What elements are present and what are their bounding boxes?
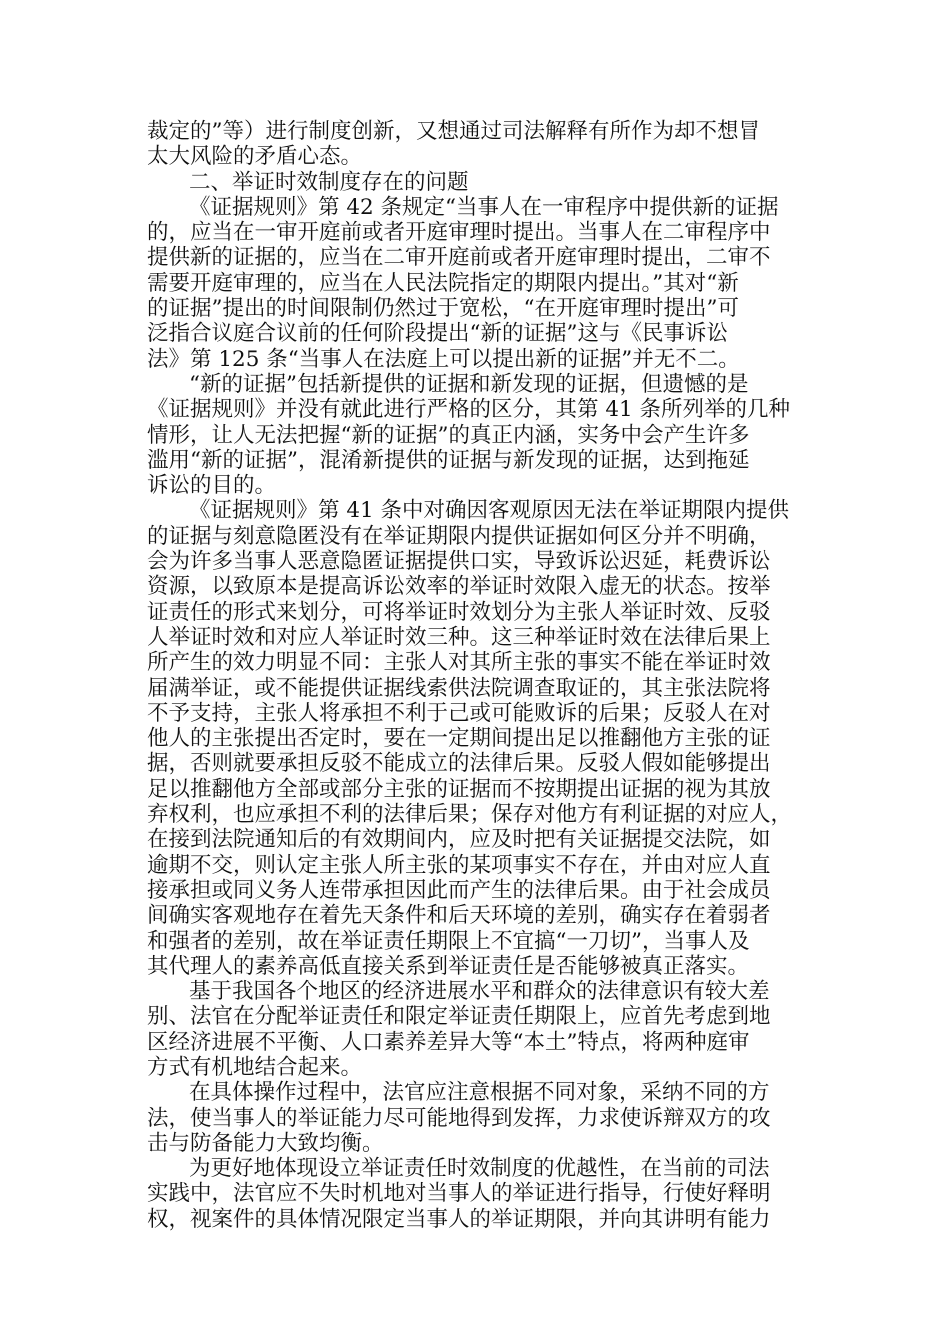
- text-line: 所产生的效力明显不同：主张人对其所主张的事实不能在举证时效: [147, 650, 771, 676]
- text-line: 在接到法院通知后的有效期间内，应及时把有关证据提交法院，如: [147, 827, 771, 853]
- text-line: 方式有机地结合起来。: [147, 1054, 363, 1080]
- text-line: 区经济进展不平衡、人口素养差异大等“本土”特点，将两种庭审: [147, 1029, 750, 1055]
- text-line: 逾期不交，则认定主张人所主张的某项事实不存在，并由对应人直: [147, 852, 771, 878]
- paragraph-article-42: [147, 195, 807, 372]
- section-heading: [147, 170, 807, 195]
- text-line: 人举证时效和对应人举证时效三种。这三种举证时效在法律后果上: [147, 624, 771, 650]
- text-line: 法》第 125 条“当事人在法庭上可以提出新的证据”并无不二。: [147, 346, 740, 372]
- text-line: 太大风险的矛盾心态。: [147, 144, 363, 170]
- text-line: 其代理人的素养高低直接关系到举证责任是否能够被真正落实。: [147, 953, 750, 979]
- text-line: 击与防备能力大致均衡。: [147, 1130, 384, 1156]
- text-line: 和强者的差别，故在举证责任期限上不宜搞“一刀切”，当事人及: [147, 928, 750, 954]
- text-line: 实践中，法官应不失时机地对当事人的举证进行指导，行使好释明: [147, 1181, 771, 1207]
- text-line: 别、法官在分配举证责任和限定举证责任期限上，应首先考虑到地: [147, 1004, 771, 1030]
- paragraph-article-41: [147, 498, 807, 979]
- text-line: 需要开庭审理的，应当在人民法院指定的期限内提出。”其对“新: [147, 270, 739, 296]
- paragraph-operation-process: [147, 1080, 807, 1156]
- text-line: 的证据”提出的时间限制仍然过于宽松，“在开庭审理时提出”可: [147, 296, 739, 322]
- text-line: 泛指合议庭合议前的任何阶段提出“新的证据”这与《民事诉讼: [147, 321, 728, 347]
- text-line: 不予支持，主张人将承担不利于己或可能败诉的后果；反驳人在对: [147, 700, 771, 726]
- text-line: 《证据规则》并没有就此进行严格的区分，其第 41 条所列举的几种: [147, 397, 791, 423]
- text-line: 会为许多当事人恶意隐匿证据提供口实，导致诉讼迟延，耗费诉讼: [147, 549, 771, 575]
- text-line: 法，使当事人的举证能力尽可能地得到发挥，力求使诉辩双方的攻: [147, 1105, 771, 1131]
- text-line: 接承担或同义务人连带承担因此而产生的法律后果。由于社会成员: [147, 877, 771, 903]
- paragraph-judicial-practice: [147, 1156, 807, 1232]
- text-line: 提供新的证据的，应当在二审开庭前或者开庭审理时提出，二审不: [147, 245, 771, 271]
- text-line: 他人的主张提出否定时，要在一定期间提出足以推翻他方主张的证: [147, 726, 771, 752]
- text-line: 届满举证，或不能提供证据线索供法院调查取证的，其主张法院将: [147, 675, 771, 701]
- paragraph-new-evidence: [147, 372, 807, 498]
- text-line: 裁定的”等）进行制度创新，又想通过司法解释有所作为却不想冒: [147, 119, 760, 144]
- text-line: 间确实客观地存在着先天条件和后天环境的差别，确实存在着弱者: [147, 903, 771, 929]
- text-line: 据，否则就要承担反驳不能成立的法律后果。反驳人假如能够提出: [147, 751, 771, 777]
- text-line: 《证据规则》第 41 条中对确因客观原因无法在举证期限内提供: [189, 498, 790, 524]
- text-line: 权，视案件的具体情况限定当事人的举证期限，并向其讲明有能力: [147, 1206, 771, 1232]
- paragraph-continuation: [147, 119, 807, 170]
- document-page: [147, 119, 807, 1232]
- text-line: 情形，让人无法把握“新的证据”的真正内涵，实务中会产生许多: [147, 422, 750, 448]
- text-line: 为更好地体现设立举证责任时效制度的优越性，在当前的司法: [189, 1156, 770, 1182]
- section-heading-text: 二、举证时效制度存在的问题: [189, 169, 469, 195]
- text-line: 滥用“新的证据”，混淆新提供的证据与新发现的证据，达到拖延: [147, 447, 750, 473]
- text-line: 足以推翻他方全部或部分主张的证据而不按期提出证据的视为其放: [147, 776, 771, 802]
- text-line: 资源，以致原本是提高诉讼效率的举证时效限入虚无的状态。按举: [147, 574, 771, 600]
- text-line: 弃权利，也应承担不利的法律后果；保存对他方有利证据的对应人，: [147, 802, 793, 828]
- text-line: 的，应当在一审开庭前或者开庭审理时提出。当事人在二审程序中: [147, 220, 771, 246]
- text-line: “新的证据”包括新提供的证据和新发现的证据，但遗憾的是: [189, 371, 749, 397]
- text-line: 证责任的形式来划分，可将举证时效划分为主张人举证时效、反驳: [147, 599, 771, 625]
- text-line: 在具体操作过程中，法官应注意根据不同对象，采纳不同的方: [189, 1080, 770, 1106]
- paragraph-regional-differences: [147, 979, 807, 1080]
- text-line: 诉讼的目的。: [147, 473, 277, 499]
- text-line: 的证据与刻意隐匿没有在举证期限内提供证据如何区分并不明确，: [147, 523, 771, 549]
- text-line: 《证据规则》第 42 条规定“当事人在一审程序中提供新的证据: [189, 194, 779, 220]
- text-line: 基于我国各个地区的经济进展水平和群众的法律意识有较大差: [189, 979, 770, 1005]
